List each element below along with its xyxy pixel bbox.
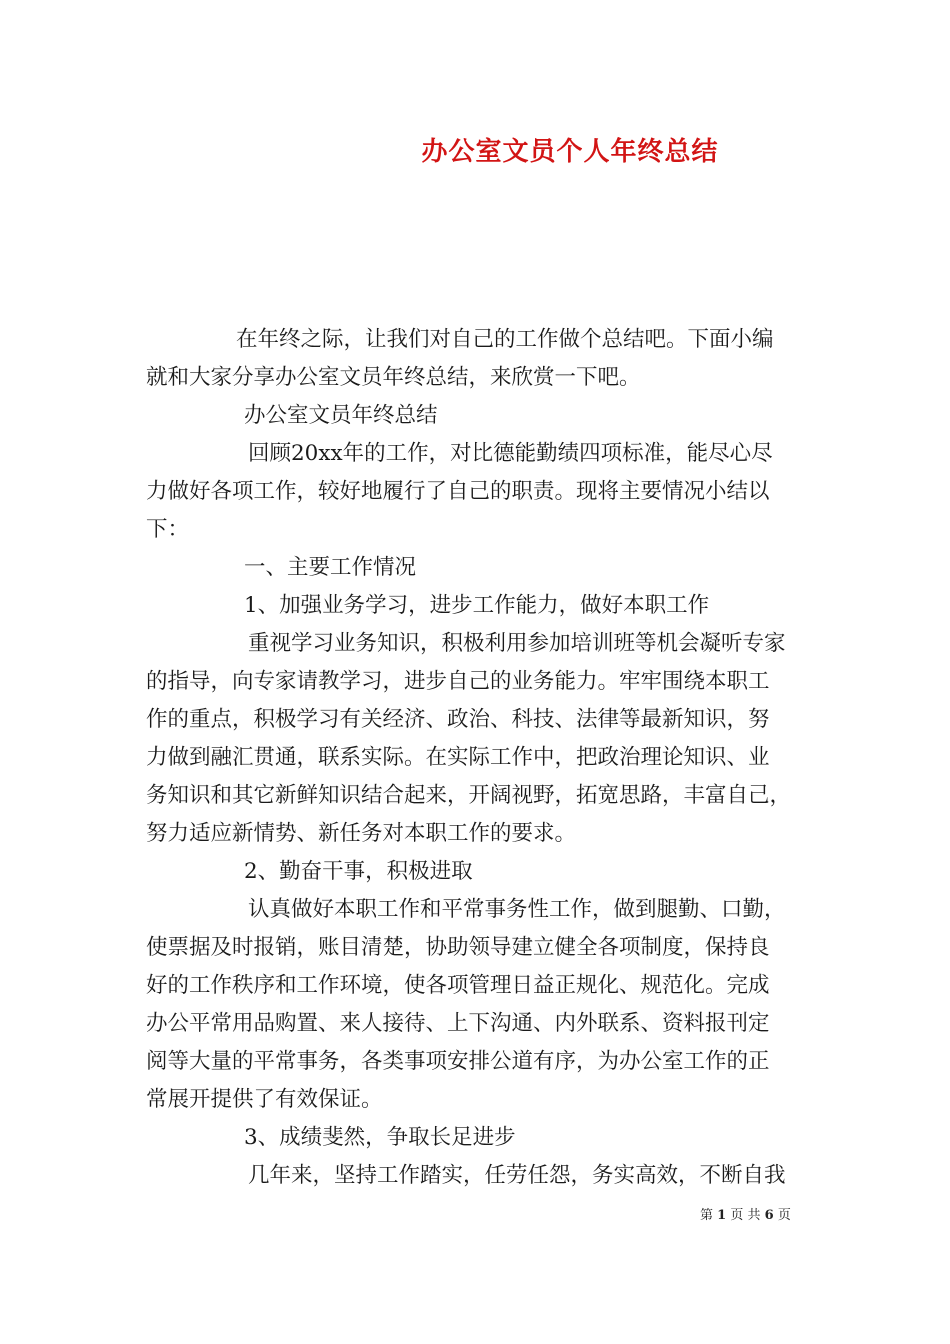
body-line: 作的重点，积极学习有关经济、政治、科技、法律等最新知识，努 <box>146 707 770 732</box>
body-line: 力做到融汇贯通，联系实际。在实际工作中，把政治理论知识、业 <box>146 745 770 770</box>
body-line: 下： <box>146 517 190 542</box>
body-line: 的指导，向专家请教学习，进步自己的业务能力。牢牢围绕本职工 <box>146 669 770 694</box>
body-line: 几年来，坚持工作踏实，任劳任怨，务实高效，不断自我 <box>248 1163 786 1188</box>
footer-middle: 页 共 <box>730 1208 761 1223</box>
total-pages-number: 6 <box>764 1208 774 1223</box>
body-line: 常展开提供了有效保证。 <box>146 1087 383 1112</box>
footer-prefix: 第 <box>700 1208 714 1223</box>
subsection-heading: 3、成绩斐然，争取长足进步 <box>244 1125 516 1150</box>
body-line: 重视学习业务知识，积极利用参加培训班等机会凝听专家 <box>248 631 786 656</box>
body-line: 办公平常用品购置、来人接待、上下沟通、内外联系、资料报刊定 <box>146 1011 770 1036</box>
body-line: 在年终之际，让我们对自己的工作做个总结吧。下面小编 <box>236 327 774 352</box>
subsection-heading: 1、加强业务学习，进步工作能力，做好本职工作 <box>244 593 710 618</box>
body-line: 力做好各项工作，较好地履行了自己的职责。现将主要情况小结以 <box>146 479 770 504</box>
body-line: 就和大家分享办公室文员年终总结，来欣赏一下吧。 <box>146 365 641 390</box>
body-line: 认真做好本职工作和平常事务性工作，做到腿勤、口勤， <box>248 897 786 922</box>
page-footer <box>700 1204 791 1223</box>
section-heading: 办公室文员年终总结 <box>244 403 438 428</box>
body-line: 回顾20xx年的工作，对比德能勤绩四项标准，能尽心尽 <box>248 441 773 466</box>
body-line: 务知识和其它新鲜知识结合起来，开阔视野，拓宽思路，丰富自己， <box>146 783 792 808</box>
body-line: 使票据及时报销，账目清楚，协助领导建立健全各项制度，保持良 <box>146 935 770 960</box>
body-line: 好的工作秩序和工作环境，使各项管理日益正规化、规范化。完成 <box>146 973 770 998</box>
body-line: 阅等大量的平常事务，各类事项安排公道有序，为办公室工作的正 <box>146 1049 770 1074</box>
footer-suffix: 页 <box>777 1208 791 1223</box>
document-title: 办公室文员个人年终总结 <box>421 137 719 167</box>
body-line: 努力适应新情势、新任务对本职工作的要求。 <box>146 821 577 846</box>
subsection-heading: 2、勤奋干事，积极进取 <box>244 859 473 884</box>
section-heading: 一、主要工作情况 <box>244 555 417 580</box>
current-page-number: 1 <box>717 1208 727 1223</box>
